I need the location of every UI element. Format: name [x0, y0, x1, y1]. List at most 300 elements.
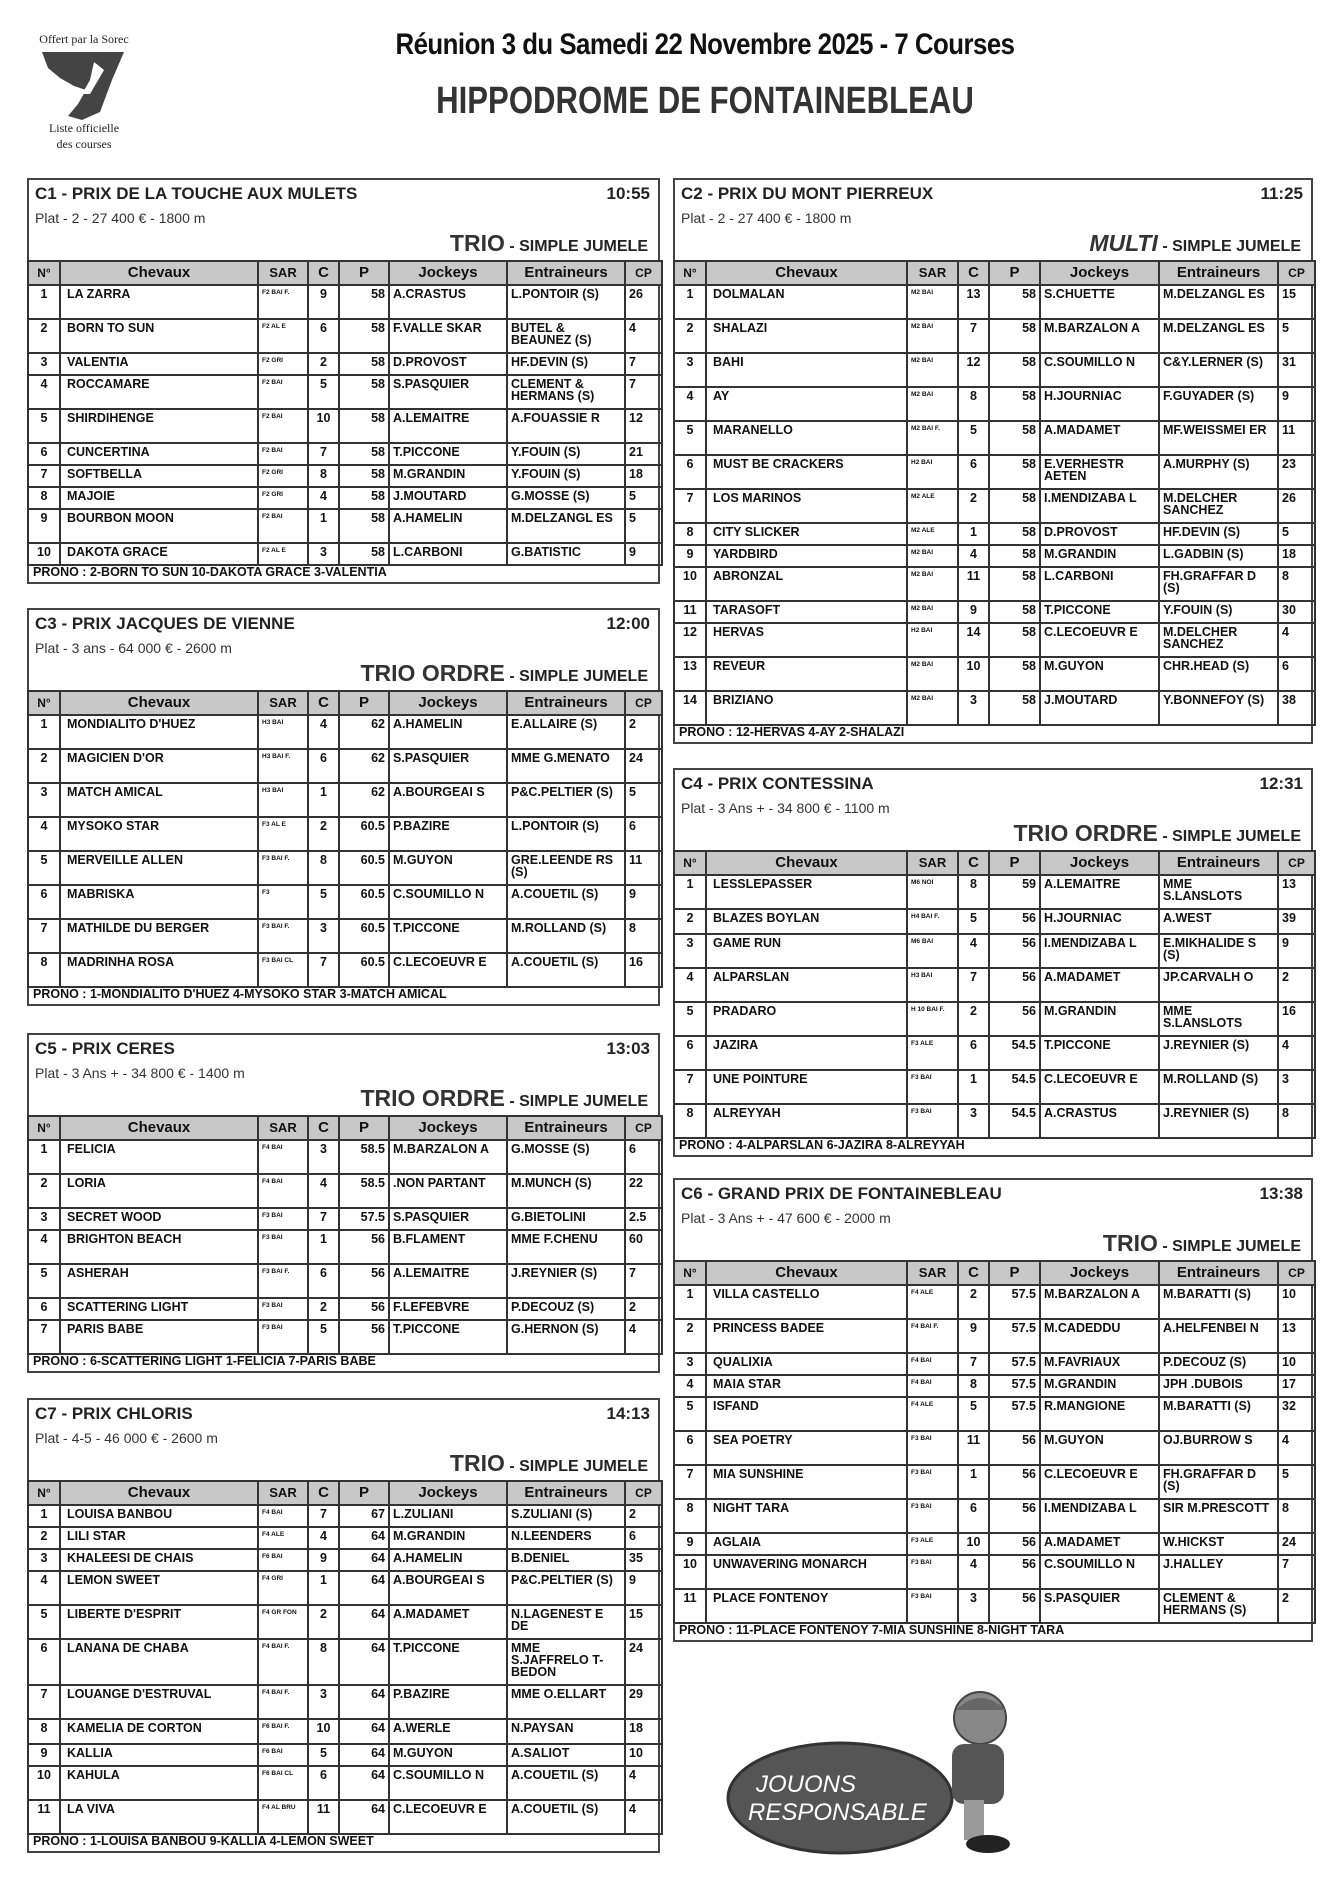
race-conditions: Plat - 2 - 27 400 € - 1800 m: [35, 210, 206, 226]
runner-row: [674, 1036, 1315, 1070]
col-number-cell: 7: [674, 489, 706, 523]
header-col-jockey: Jockeys: [1040, 851, 1159, 875]
col-sar-cell: F4 BAI: [907, 1375, 958, 1397]
col-odds-cell: 23: [1278, 455, 1315, 489]
col-weight-cell: 56: [989, 1465, 1040, 1499]
col-sar-cell: H 10 BAI F.: [907, 1002, 958, 1036]
col-weight-cell: 58: [339, 285, 389, 319]
race-card-1: [27, 178, 660, 584]
col-horse-cell: LOUANGE D'ESTRUVAL: [60, 1685, 258, 1719]
runner-row: [28, 715, 662, 749]
col-trainer-cell: J.HALLEY: [1159, 1555, 1278, 1589]
col-draw-cell: 9: [308, 285, 339, 319]
col-horse-cell: MERVEILLE ALLEN: [60, 851, 258, 885]
col-odds-cell: 2: [1278, 968, 1315, 1002]
col-sar-cell: M2 BAI: [907, 691, 958, 725]
col-odds-cell: 10: [1278, 1285, 1315, 1319]
header-col-draw: C: [308, 1116, 339, 1140]
col-number-cell: 4: [674, 387, 706, 421]
col-odds-cell: 2: [625, 715, 662, 749]
col-horse-cell: VALENTIA: [60, 353, 258, 375]
sorec-logo: [24, 28, 144, 162]
col-sar-cell: F3 BAI: [907, 1070, 958, 1104]
table-header-row: [28, 691, 662, 715]
col-sar-cell: F3 ALE: [907, 1533, 958, 1555]
col-sar-cell: H3 BAI: [907, 968, 958, 1002]
header-col-horse: Chevaux: [60, 691, 258, 715]
runner-row: [28, 1800, 662, 1834]
col-number-cell: 8: [28, 1719, 60, 1744]
col-weight-cell: 64: [339, 1571, 389, 1605]
col-horse-cell: DOLMALAN: [706, 285, 907, 319]
runner-row: [28, 749, 662, 783]
col-jockey-cell: S.CHUETTE: [1040, 285, 1159, 319]
header-col-number: N°: [674, 261, 706, 285]
runner-row: [674, 1070, 1315, 1104]
col-jockey-cell: S.PASQUIER: [389, 375, 507, 409]
col-odds-cell: 5: [1278, 319, 1315, 353]
col-odds-cell: 16: [625, 953, 662, 987]
col-weight-cell: 57.5: [989, 1397, 1040, 1431]
col-trainer-cell: A.HELFENBEI N: [1159, 1319, 1278, 1353]
header-col-horse: Chevaux: [706, 261, 907, 285]
col-trainer-cell: A.COUETIL (S): [507, 1800, 625, 1834]
col-trainer-cell: N.LAGENEST E DE: [507, 1605, 625, 1639]
header-col-odds: CP: [1278, 1261, 1315, 1285]
col-odds-cell: 4: [625, 1766, 662, 1800]
header-col-draw: C: [958, 1261, 989, 1285]
col-odds-cell: 26: [1278, 489, 1315, 523]
col-horse-cell: LA VIVA: [60, 1800, 258, 1834]
col-draw-cell: 1: [958, 1465, 989, 1499]
col-weight-cell: 58: [989, 285, 1040, 319]
col-weight-cell: 58: [339, 409, 389, 443]
col-horse-cell: LOUISA BANBOU: [60, 1505, 258, 1527]
col-jockey-cell: M.GUYON: [1040, 1431, 1159, 1465]
jouons-responsable-logo: [720, 1680, 1040, 1860]
runner-row: [674, 1499, 1315, 1533]
col-sar-cell: H3 BAI: [258, 783, 308, 817]
col-jockey-cell: M.BARZALON A: [1040, 1285, 1159, 1319]
bet-main: TRIO ORDRE: [360, 660, 505, 686]
col-weight-cell: 58: [989, 353, 1040, 387]
col-jockey-cell: A.BOURGEAI S: [389, 783, 507, 817]
col-number-cell: 3: [28, 1208, 60, 1230]
col-sar-cell: F2 BAI: [258, 409, 308, 443]
col-number-cell: 7: [28, 465, 60, 487]
col-trainer-cell: B.DENIEL: [507, 1549, 625, 1571]
col-sar-cell: F6 BAI: [258, 1744, 308, 1766]
runner-row: [674, 1589, 1315, 1623]
col-draw-cell: 2: [308, 817, 339, 851]
col-weight-cell: 56: [989, 934, 1040, 968]
header-col-weight: P: [339, 1116, 389, 1140]
col-number-cell: 14: [674, 691, 706, 725]
col-jockey-cell: P.BAZIRE: [389, 1685, 507, 1719]
col-draw-cell: 5: [308, 375, 339, 409]
col-odds-cell: 2: [625, 1298, 662, 1320]
col-trainer-cell: M.ROLLAND (S): [1159, 1070, 1278, 1104]
col-jockey-cell: T.PICCONE: [1040, 1036, 1159, 1070]
col-horse-cell: MONDIALITO D'HUEZ: [60, 715, 258, 749]
col-trainer-cell: FH.GRAFFAR D (S): [1159, 567, 1278, 601]
header-col-trainer: Entraineurs: [507, 261, 625, 285]
col-number-cell: 4: [28, 817, 60, 851]
runner-row: [674, 934, 1315, 968]
header-col-sar: SAR: [258, 1116, 308, 1140]
runner-row: [28, 1208, 662, 1230]
col-trainer-cell: CLEMENT & HERMANS (S): [507, 375, 625, 409]
col-draw-cell: 6: [308, 319, 339, 353]
col-sar-cell: F3 ALE: [907, 1036, 958, 1070]
col-odds-cell: 6: [625, 1527, 662, 1549]
col-sar-cell: F3 BAI: [258, 1208, 308, 1230]
col-horse-cell: ALREYYAH: [706, 1104, 907, 1138]
runner-row: [674, 909, 1315, 934]
race-card-2: [673, 178, 1313, 744]
col-odds-cell: 18: [625, 465, 662, 487]
col-odds-cell: 5: [625, 509, 662, 543]
runner-row: [674, 1555, 1315, 1589]
race-card-5: [27, 1033, 660, 1373]
col-horse-cell: MATHILDE DU BERGER: [60, 919, 258, 953]
race-time: 12:31: [1259, 774, 1303, 793]
col-weight-cell: 58.5: [339, 1174, 389, 1208]
col-sar-cell: F3 BAI: [907, 1465, 958, 1499]
race-title: C6 - GRAND PRIX DE FONTAINEBLEAU: [681, 1184, 1002, 1203]
col-sar-cell: M2 BAI: [907, 657, 958, 691]
col-jockey-cell: L.CARBONI: [1040, 567, 1159, 601]
col-jockey-cell: J.MOUTARD: [1040, 691, 1159, 725]
col-trainer-cell: OJ.BURROW S: [1159, 1431, 1278, 1465]
col-odds-cell: 7: [625, 353, 662, 375]
col-horse-cell: LOS MARINOS: [706, 489, 907, 523]
col-number-cell: 5: [674, 1397, 706, 1431]
runner-row: [28, 919, 662, 953]
col-jockey-cell: D.PROVOST: [1040, 523, 1159, 545]
race-card-7: [27, 1398, 660, 1853]
col-trainer-cell: MME F.CHENU: [507, 1230, 625, 1264]
col-draw-cell: 13: [958, 285, 989, 319]
col-number-cell: 7: [28, 919, 60, 953]
col-odds-cell: 15: [1278, 285, 1315, 319]
col-sar-cell: F2 BAI: [258, 509, 308, 543]
col-number-cell: 6: [674, 1036, 706, 1070]
col-odds-cell: 5: [1278, 523, 1315, 545]
col-jockey-cell: H.JOURNIAC: [1040, 909, 1159, 934]
col-horse-cell: JAZIRA: [706, 1036, 907, 1070]
col-jockey-cell: D.PROVOST: [389, 353, 507, 375]
col-horse-cell: YARDBIRD: [706, 545, 907, 567]
col-trainer-cell: GRE.LEENDE RS (S): [507, 851, 625, 885]
col-trainer-cell: J.REYNIER (S): [1159, 1036, 1278, 1070]
col-trainer-cell: W.HICKST: [1159, 1533, 1278, 1555]
col-trainer-cell: A.FOUASSIE R: [507, 409, 625, 443]
horse-head-logo-icon: [38, 50, 128, 120]
col-horse-cell: BAHI: [706, 353, 907, 387]
runner-row: [28, 885, 662, 919]
col-weight-cell: 58: [989, 523, 1040, 545]
col-jockey-cell: M.GRANDIN: [389, 465, 507, 487]
runner-row: [674, 1465, 1315, 1499]
runner-row: [674, 353, 1315, 387]
header-col-number: N°: [28, 691, 60, 715]
runner-row: [28, 285, 662, 319]
col-odds-cell: 4: [1278, 623, 1315, 657]
runner-row: [674, 1375, 1315, 1397]
col-odds-cell: 26: [625, 285, 662, 319]
col-odds-cell: 4: [625, 1800, 662, 1834]
col-number-cell: 10: [28, 1766, 60, 1800]
col-draw-cell: 6: [308, 1264, 339, 1298]
col-number-cell: 8: [674, 1104, 706, 1138]
runners-table: [673, 260, 1316, 726]
col-draw-cell: 8: [308, 1639, 339, 1685]
runner-row: [28, 409, 662, 443]
runner-row: [28, 319, 662, 353]
col-number-cell: 8: [28, 953, 60, 987]
col-weight-cell: 58: [339, 509, 389, 543]
col-number-cell: 6: [28, 1298, 60, 1320]
col-odds-cell: 2.5: [625, 1208, 662, 1230]
race-time: 11:25: [1260, 184, 1303, 203]
header-col-odds: CP: [1278, 851, 1315, 875]
col-sar-cell: F3 AL E: [258, 817, 308, 851]
col-trainer-cell: MME S.LANSLOTS: [1159, 1002, 1278, 1036]
runner-row: [28, 1744, 662, 1766]
runner-row: [674, 489, 1315, 523]
col-jockey-cell: R.MANGIONE: [1040, 1397, 1159, 1431]
col-horse-cell: QUALIXIA: [706, 1353, 907, 1375]
col-trainer-cell: M.DELCHER SANCHEZ: [1159, 623, 1278, 657]
col-draw-cell: 4: [958, 934, 989, 968]
bet-secondary: - SIMPLE JUMELE: [504, 668, 648, 685]
runner-row: [28, 783, 662, 817]
col-number-cell: 2: [674, 1319, 706, 1353]
header-col-trainer: Entraineurs: [1159, 851, 1278, 875]
bet-main: MULTI: [1089, 230, 1158, 256]
prono-line: PRONO : 1-LOUISA BANBOU 9-KALLIA 4-LEMON SWEET: [33, 1834, 374, 1848]
col-weight-cell: 57.5: [989, 1285, 1040, 1319]
col-trainer-cell: L.PONTOIR (S): [507, 285, 625, 319]
col-draw-cell: 3: [308, 1140, 339, 1174]
col-sar-cell: F2 BAI: [258, 443, 308, 465]
col-weight-cell: 60.5: [339, 885, 389, 919]
race-title: C1 - PRIX DE LA TOUCHE AUX MULETS: [35, 184, 358, 203]
header-col-sar: SAR: [258, 691, 308, 715]
col-sar-cell: F3 BAI F.: [258, 1264, 308, 1298]
col-horse-cell: LA ZARRA: [60, 285, 258, 319]
col-jockey-cell: T.PICCONE: [1040, 601, 1159, 623]
runner-row: [28, 817, 662, 851]
bet-main: TRIO ORDRE: [360, 1085, 505, 1111]
col-trainer-cell: G.BATISTIC: [507, 543, 625, 565]
logo-line-1: Liste officielle: [48, 121, 120, 135]
col-draw-cell: 6: [308, 1766, 339, 1800]
col-draw-cell: 2: [308, 1605, 339, 1639]
col-weight-cell: 64: [339, 1766, 389, 1800]
col-odds-cell: 18: [625, 1719, 662, 1744]
col-jockey-cell: C.SOUMILLO N: [1040, 353, 1159, 387]
col-weight-cell: 54.5: [989, 1070, 1040, 1104]
col-sar-cell: M6 NOI: [907, 875, 958, 909]
runner-row: [28, 1639, 662, 1685]
runner-row: [674, 285, 1315, 319]
col-number-cell: 5: [28, 1605, 60, 1639]
table-header-row: [674, 851, 1315, 875]
col-odds-cell: 2: [625, 1505, 662, 1527]
runner-row: [674, 691, 1315, 725]
col-weight-cell: 58: [989, 319, 1040, 353]
col-trainer-cell: CLEMENT & HERMANS (S): [1159, 1589, 1278, 1623]
runner-row: [28, 375, 662, 409]
header-col-draw: C: [308, 1481, 339, 1505]
col-draw-cell: 4: [308, 715, 339, 749]
col-horse-cell: KAMELIA DE CORTON: [60, 1719, 258, 1744]
col-odds-cell: 8: [1278, 1499, 1315, 1533]
col-horse-cell: TARASOFT: [706, 601, 907, 623]
col-number-cell: 1: [28, 1140, 60, 1174]
header-col-number: N°: [28, 1481, 60, 1505]
runner-row: [28, 1685, 662, 1719]
col-jockey-cell: M.GRANDIN: [1040, 1002, 1159, 1036]
runner-row: [28, 1605, 662, 1639]
header-col-number: N°: [674, 1261, 706, 1285]
col-draw-cell: 1: [308, 1571, 339, 1605]
col-number-cell: 3: [674, 1353, 706, 1375]
col-weight-cell: 58: [989, 387, 1040, 421]
col-draw-cell: 5: [308, 885, 339, 919]
col-trainer-cell: M.DELCHER SANCHEZ: [1159, 489, 1278, 523]
col-jockey-cell: M.BARZALON A: [389, 1140, 507, 1174]
race-time: 13:03: [606, 1039, 650, 1058]
col-horse-cell: PLACE FONTENOY: [706, 1589, 907, 1623]
bet-secondary: - SIMPLE JUMELE: [504, 1458, 648, 1475]
col-draw-cell: 1: [308, 509, 339, 543]
col-horse-cell: BRIGHTON BEACH: [60, 1230, 258, 1264]
col-number-cell: 5: [674, 1002, 706, 1036]
runner-row: [674, 523, 1315, 545]
race-title: C7 - PRIX CHLORIS: [35, 1404, 193, 1423]
col-weight-cell: 60.5: [339, 953, 389, 987]
col-weight-cell: 64: [339, 1605, 389, 1639]
col-draw-cell: 2: [308, 353, 339, 375]
col-horse-cell: MAGICIEN D'OR: [60, 749, 258, 783]
col-trainer-cell: F.GUYADER (S): [1159, 387, 1278, 421]
runners-table: [27, 1115, 663, 1355]
runner-row: [674, 657, 1315, 691]
col-sar-cell: F3 BAI: [907, 1104, 958, 1138]
col-trainer-cell: JPH .DUBOIS: [1159, 1375, 1278, 1397]
header-col-trainer: Entraineurs: [507, 1481, 625, 1505]
col-horse-cell: KAHULA: [60, 1766, 258, 1800]
col-number-cell: 7: [674, 1465, 706, 1499]
col-odds-cell: 10: [1278, 1353, 1315, 1375]
header-col-odds: CP: [625, 691, 662, 715]
col-sar-cell: F2 GRI: [258, 353, 308, 375]
col-number-cell: 3: [674, 934, 706, 968]
col-horse-cell: SHIRDIHENGE: [60, 409, 258, 443]
col-horse-cell: LIBERTE D'ESPRIT: [60, 1605, 258, 1639]
col-draw-cell: 5: [308, 1744, 339, 1766]
header-col-weight: P: [989, 1261, 1040, 1285]
col-trainer-cell: P.DECOUZ (S): [507, 1298, 625, 1320]
race-conditions: Plat - 2 - 27 400 € - 1800 m: [681, 210, 852, 226]
col-weight-cell: 56: [989, 968, 1040, 1002]
col-horse-cell: BLAZES BOYLAN: [706, 909, 907, 934]
col-odds-cell: 39: [1278, 909, 1315, 934]
runner-row: [28, 1230, 662, 1264]
col-weight-cell: 58: [339, 543, 389, 565]
header-col-trainer: Entraineurs: [507, 691, 625, 715]
col-weight-cell: 56: [339, 1320, 389, 1354]
header-col-sar: SAR: [258, 1481, 308, 1505]
runner-row: [674, 1431, 1315, 1465]
runner-row: [28, 1527, 662, 1549]
col-odds-cell: 4: [1278, 1431, 1315, 1465]
col-odds-cell: 9: [625, 885, 662, 919]
col-trainer-cell: MME O.ELLART: [507, 1685, 625, 1719]
col-trainer-cell: A.MURPHY (S): [1159, 455, 1278, 489]
col-jockey-cell: M.GUYON: [1040, 657, 1159, 691]
col-weight-cell: 56: [989, 1499, 1040, 1533]
col-trainer-cell: Y.FOUIN (S): [507, 465, 625, 487]
runner-row: [28, 1298, 662, 1320]
col-trainer-cell: M.MUNCH (S): [507, 1174, 625, 1208]
col-draw-cell: 5: [308, 1320, 339, 1354]
col-draw-cell: 9: [308, 1549, 339, 1571]
col-jockey-cell: I.MENDIZABA L: [1040, 934, 1159, 968]
col-weight-cell: 62: [339, 783, 389, 817]
col-sar-cell: F4 ALE: [907, 1285, 958, 1319]
col-number-cell: 13: [674, 657, 706, 691]
bet-types: [360, 660, 648, 687]
col-number-cell: 1: [28, 285, 60, 319]
col-horse-cell: LILI STAR: [60, 1527, 258, 1549]
bet-types: [450, 1450, 648, 1477]
col-draw-cell: 1: [308, 783, 339, 817]
col-weight-cell: 58: [989, 691, 1040, 725]
col-draw-cell: 10: [308, 409, 339, 443]
col-draw-cell: 4: [308, 487, 339, 509]
runner-row: [28, 1505, 662, 1527]
col-number-cell: 12: [674, 623, 706, 657]
col-jockey-cell: F.VALLE SKAR: [389, 319, 507, 353]
col-draw-cell: 7: [958, 968, 989, 1002]
col-number-cell: 3: [674, 353, 706, 387]
table-header-row: [674, 1261, 1315, 1285]
col-odds-cell: 24: [625, 749, 662, 783]
col-sar-cell: F4 BAI F.: [907, 1319, 958, 1353]
col-number-cell: 2: [28, 749, 60, 783]
col-sar-cell: F3 BAI: [258, 1298, 308, 1320]
col-draw-cell: 7: [308, 443, 339, 465]
col-horse-cell: HERVAS: [706, 623, 907, 657]
col-odds-cell: 15: [625, 1605, 662, 1639]
col-draw-cell: 3: [308, 1685, 339, 1719]
col-trainer-cell: A.COUETIL (S): [507, 1766, 625, 1800]
col-draw-cell: 1: [308, 1230, 339, 1264]
col-number-cell: 3: [28, 1549, 60, 1571]
col-draw-cell: 5: [958, 909, 989, 934]
col-sar-cell: F4 BAI F.: [258, 1639, 308, 1685]
col-sar-cell: F2 GRI: [258, 487, 308, 509]
col-odds-cell: 5: [625, 487, 662, 509]
col-sar-cell: F2 GRI: [258, 465, 308, 487]
col-sar-cell: M2 ALE: [907, 523, 958, 545]
runner-row: [674, 601, 1315, 623]
bet-secondary: - SIMPLE JUMELE: [504, 1093, 648, 1110]
